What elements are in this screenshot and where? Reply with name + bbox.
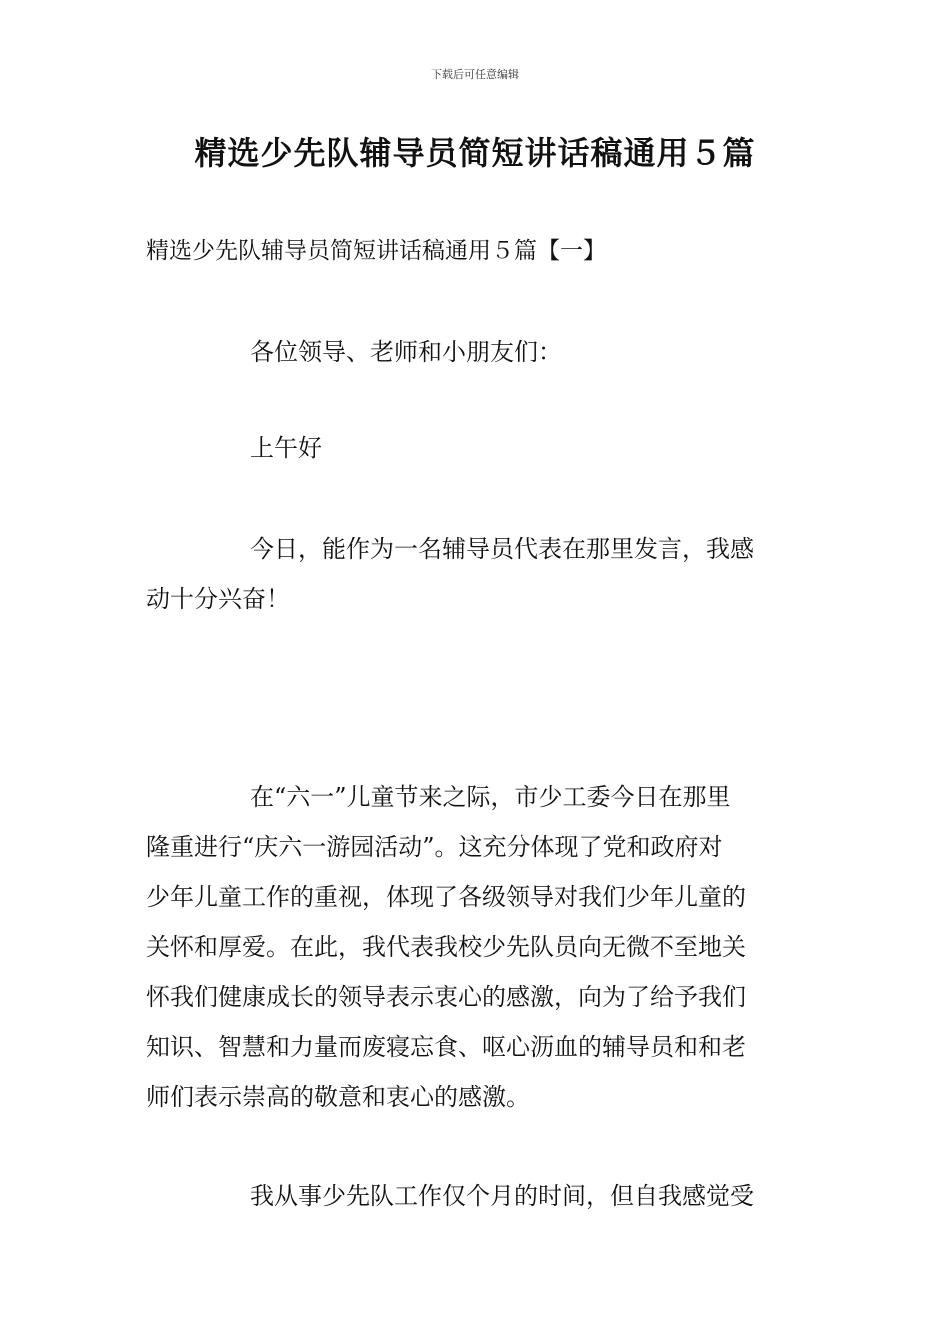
paragraph-line: 隆重进行“庆六一游园活动”。这充分体现了党和政府对 <box>146 833 723 861</box>
paragraph-1 <box>146 524 810 624</box>
paragraph-line: 今日，能作为一名辅导员代表在那里发言，我感 <box>250 535 754 563</box>
paragraph-line: 我从事少先队工作仅个月的时间，但自我感觉受 <box>250 1182 754 1210</box>
paragraph-line: 动十分兴奋！ <box>146 585 290 613</box>
header-note: 下载后可任意编辑 <box>431 68 519 81</box>
paragraph-line: 在“六一”儿童节来之际，市少工委今日在那里 <box>250 783 731 811</box>
paragraph-line: 师们表示崇高的敬意和衷心的感激。 <box>146 1083 530 1111</box>
paragraph-2 <box>146 772 810 1122</box>
paragraph-3 <box>146 1171 810 1221</box>
paragraph-line: 关怀和厚爱。在此，我代表我校少先队员向无微不至地关 <box>146 933 746 961</box>
paragraph-line: 少年儿童工作的重视，体现了各级领导对我们少年儿童的 <box>146 883 746 911</box>
greeting-line: 各位领导、老师和小朋友们： <box>250 338 562 366</box>
paragraph-line: 怀我们健康成长的领导表示衷心的感激，向为了给予我们 <box>146 983 746 1011</box>
paragraph-line: 知识、智慧和力量而废寝忘食、呕心沥血的辅导员和和老 <box>146 1033 746 1061</box>
section-heading: 精选少先队辅导员简短讲话稿通用５篇【一】 <box>146 238 606 264</box>
document-title: 精选少先队辅导员简短讲话稿通用５篇 <box>194 134 756 172</box>
salutation-line: 上午好 <box>250 434 322 462</box>
